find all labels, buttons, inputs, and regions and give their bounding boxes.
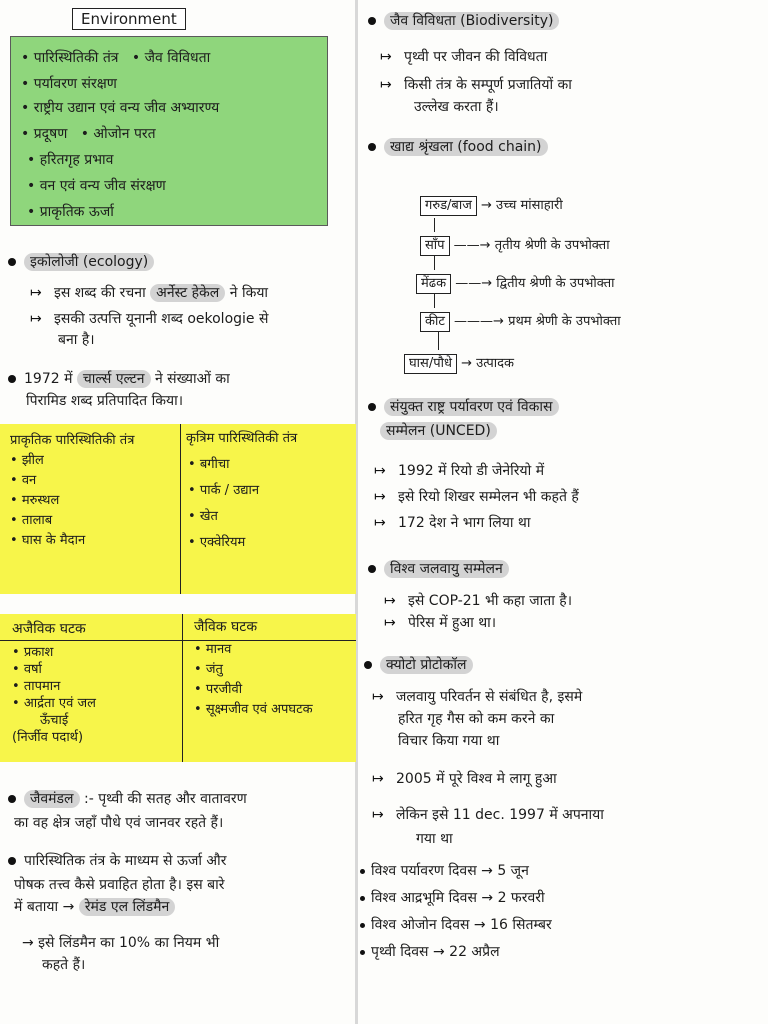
arrow-icon: ↦ [380,49,392,65]
abiotic-heading: अजैविक घटक [12,621,86,637]
energy-line: → इसे लिंडमैन का 10% का नियम भी [22,935,220,951]
biodiversity-heading: जैव विविधता (Biodiversity) [368,12,559,30]
bullet-icon [368,143,376,151]
food-chain-level: साँप ——→ तृतीय श्रेणी के उपभोक्ता [420,236,610,256]
kyoto-para: ↦ लेकिन इसे 11 dec. 1997 में अपनाया गया था [372,807,604,847]
energy-line: पोषक तत्त्व कैसे प्रवाहित होता है। इस बारे [14,877,225,893]
climate-heading: विश्व जलवायु सम्मेलन [368,560,509,578]
topic-item: • वन एवं वन्य जीव संरक्षण [27,178,166,194]
biosphere-line-cont: का वह क्षेत्र जहाँ पौधे एवं जानवर रहते हैं। [14,815,224,831]
food-chain-diagram [404,190,724,380]
elton-line-cont: पिरामिड शब्द प्रतिपादित किया। [26,393,184,409]
topic-item: • राष्ट्रीय उद्यान एवं वन्य जीव अभ्यारण्य [21,100,220,116]
climate-item: ↦ पेरिस में हुआ था। [384,615,497,631]
energy-line: में बताया → रेमंड एल लिंडमैन [14,898,175,916]
biotic-heading: जैविक घटक [194,619,258,635]
arrow-icon: ↦ [372,807,384,823]
unced-item: ↦ इसे रियो शिखर सम्मेलन भी कहते हैं [374,489,579,505]
arrow-icon: ↦ [380,77,392,93]
day-item: विश्व आद्रभूमि दिवस → 2 फरवरी [360,889,552,907]
kyoto-heading: क्योटो प्रोटोकॉल [364,656,473,674]
bullet-icon [8,375,16,383]
arrow-icon: ↦ [374,489,386,505]
day-item: विश्व ओजोन दिवस → 16 सितम्बर [360,916,552,934]
unced-item: ↦ 172 देश ने भाग लिया था [374,515,531,531]
topic-item: • पारिस्थितिकी तंत्र • जैव विविधता [21,50,211,66]
climate-item: ↦ इसे COP-21 भी कहा जाता है। [384,593,573,609]
food-chain-level: घास/पौधे → उत्पादक [404,354,514,374]
biodiversity-item: ↦ पृथ्वी पर जीवन की विविधता [380,49,548,65]
bullet-icon [8,795,16,803]
natural-list: • झील • वन • मरुस्थल • तालाब • घास के मैदान [10,453,86,548]
kyoto-para: ↦ 2005 में पूरे विश्व मे लागू हुआ [372,771,557,787]
arrow-icon: ↦ [372,771,384,787]
days-list [360,862,552,961]
biodiversity-item-cont: उल्लेख करता हैं। [414,99,499,115]
bullet-icon [368,17,376,25]
arrow-icon: ↦ [384,615,396,631]
topic-item: • प्राकृतिक ऊर्जा [27,204,114,220]
elton-line: 1972 में चार्ल्स एल्टन ने संख्याओं का [8,370,230,388]
kyoto-para: ↦ जलवायु परिवर्तन से संबंधित है, इसमे हरित गृह गैस को कम करने का विचार किया गया था [372,689,583,749]
arrow-icon: ↦ [372,689,384,705]
unced-item: ↦ 1992 में रियो डी जेनेरियो में [374,463,545,479]
energy-line: पारिस्थितिक तंत्र के माध्यम से ऊर्जा और [8,852,226,870]
energy-line: कहते हैं। [42,957,86,973]
ecology-line: ↦ इसकी उत्पत्ति यूनानी शब्द oekologie से [30,311,269,327]
artificial-ecosystem-heading: कृत्रिम पारिस्थितिकी तंत्र [186,431,298,446]
food-chain-level: कीट ———→ प्रथम श्रेणी के उपभोक्ता [420,312,621,332]
bullet-icon [364,661,372,669]
bullet-icon [8,258,16,266]
food-chain-level: मेंढक ——→ द्वितीय श्रेणी के उपभोक्ता [416,274,615,294]
topics-box [10,36,328,226]
topic-item: • हरितगृह प्रभाव [27,152,114,168]
natural-ecosystem-heading: प्राकृतिक पारिस्थितिकी तंत्र [10,433,135,448]
arrow-icon: ↦ [374,515,386,531]
ecology-line: ↦ इस शब्द की रचना अर्नेस्ट हेकेल ने किया [30,285,269,301]
day-item: पृथ्वी दिवस → 22 अप्रैल [360,943,552,961]
day-item: विश्व पर्यावरण दिवस → 5 जून [360,862,552,880]
biodiversity-item: ↦ किसी तंत्र के सम्पूर्ण प्रजातियों का [380,77,572,93]
unced-heading: संयुक्त राष्ट्र पर्यावरण एवं विकास सम्मेलन (UNCED) [368,398,658,440]
topic-item: • प्रदूषण • ओजोन परत [21,126,156,142]
bullet-icon [368,565,376,573]
ecology-heading: इकोलोजी (ecology) [8,253,154,271]
biotic-list: • मानव • जंतु • परजीवी • सूक्ष्मजीव एवं अपघटक [194,642,313,717]
bullet-icon [368,403,376,411]
biosphere-line: जैवमंडल :- पृथ्वी की सतह और वातावरण [8,790,247,808]
arrow-icon: ↦ [384,593,396,609]
artificial-list: • बगीचा • पार्क / उद्यान • खेत • एक्वेरियम [188,457,260,550]
arrow-icon: ↦ [374,463,386,479]
food-chain-level: गरुड/बाज → उच्च मांसाहारी [420,196,563,216]
food-chain-heading: खाद्य श्रृंखला (food chain) [368,138,548,156]
ecosystem-table [0,424,356,594]
topic-item: • पर्यावरण संरक्षण [21,76,117,92]
abiotic-list: • प्रकाश • वर्षा • तापमान • आर्द्रता एवं जल ऊँचाई (निर्जीव पदार्थ) [12,645,96,745]
ecology-line-cont: बना है। [58,332,95,348]
page-title: Environment [72,8,186,30]
bullet-icon [8,857,16,865]
factors-table [0,614,356,762]
arrow-icon: ↦ [30,311,42,327]
arrow-icon: ↦ [30,285,42,301]
